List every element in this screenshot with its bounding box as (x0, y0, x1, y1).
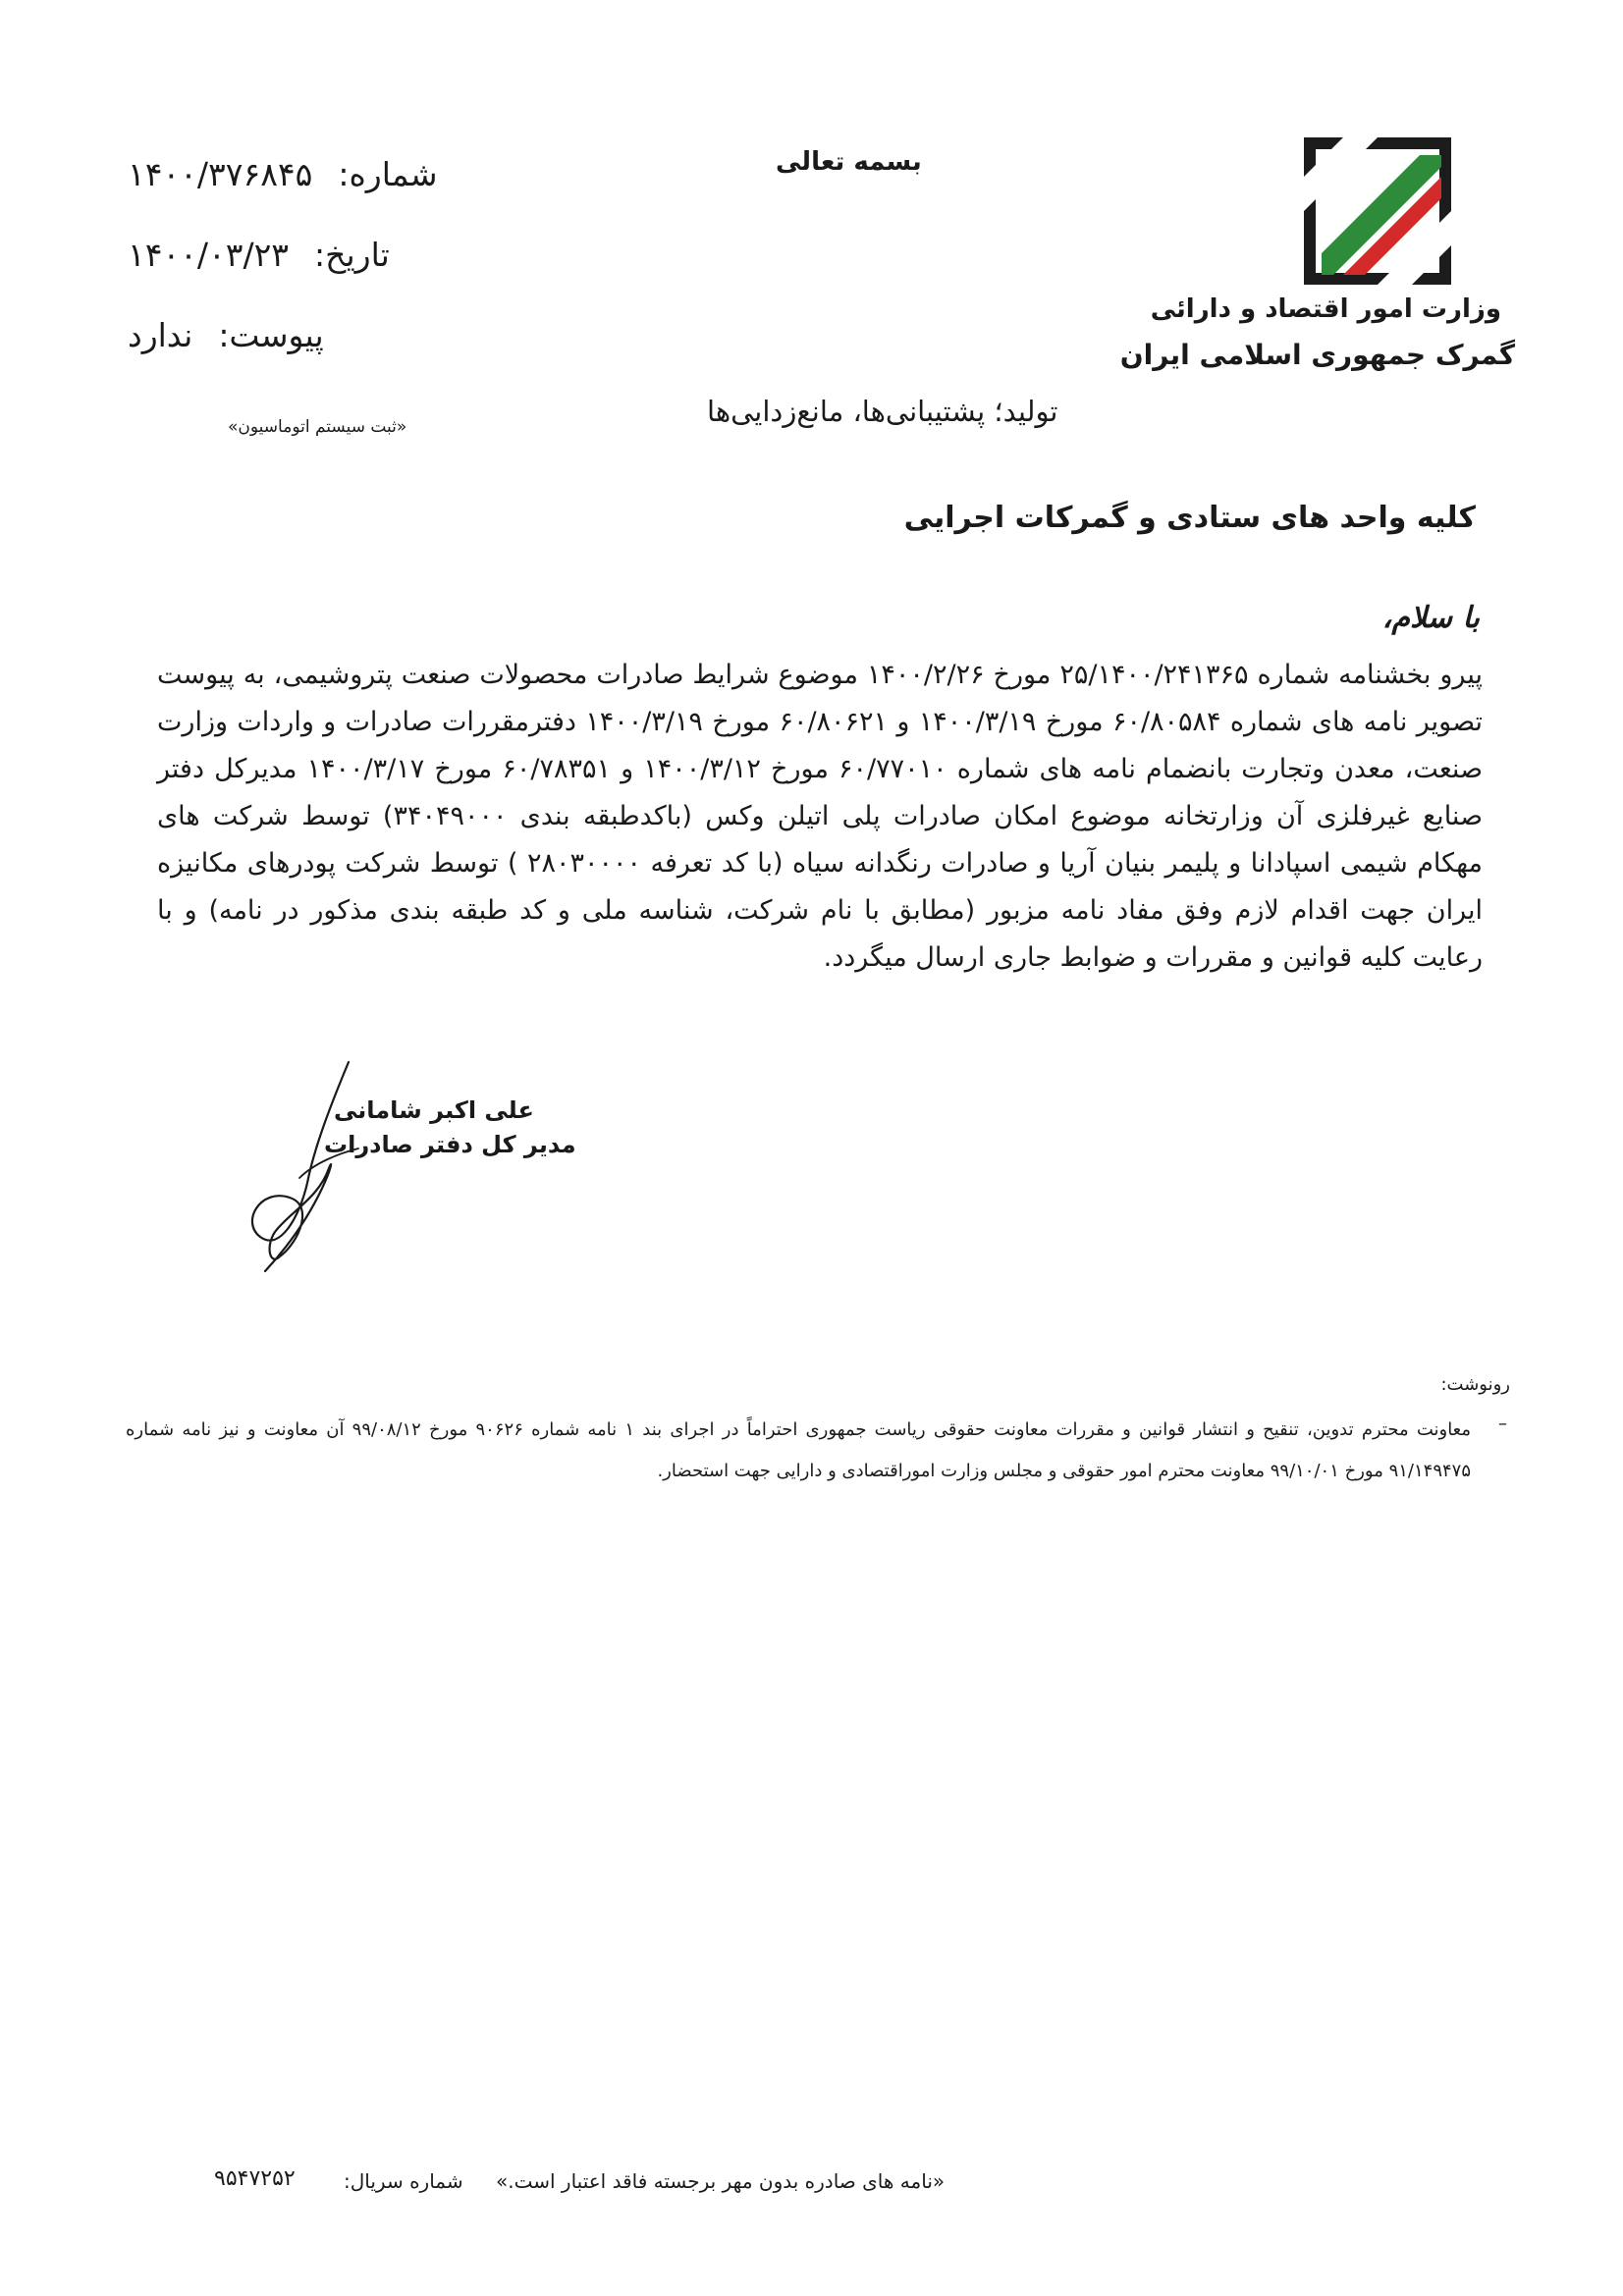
serial-number-value: ۹۵۴۷۲۵۲ (214, 2166, 296, 2191)
letter-number-value: ۱۴۰۰/۳۷۶۸۴۵ (128, 155, 313, 193)
customs-logo-icon (1304, 137, 1451, 285)
automation-note: «ثبت سیستم اتوماسیون» (228, 417, 407, 437)
handwritten-signature (221, 1050, 476, 1286)
salutation: با سلام، (1381, 601, 1480, 635)
letter-number-label: شماره: (338, 155, 438, 193)
letter-date-value: ۱۴۰۰/۰۳/۲۳ (128, 236, 290, 274)
cc-bullet: – (1498, 1414, 1507, 1434)
cc-label: رونوشت: (1440, 1374, 1510, 1395)
addressee: کلیه واحد های ستادی و گمرکات اجرایی (903, 501, 1476, 535)
organization-name: گمرک جمهوری اسلامی ایران (1119, 339, 1515, 371)
cc-text: معاونت محترم تدوین، تنقیح و انتشار قوانین و مقررات معاونت حقوقی ریاست جمهوری احتراماً در اجرای بند ۱ نامه شماره ۹۰۶۲۶ مورخ ۹۹/۰۸/۱۲ آن معاونت و نیز نامه شماره ۹۱/۱۴۹۴۷۵ مورخ ۹۹/۱۰/۰۱ معاونت محترم امور حقوقی و مجلس وزارت اموراقتصادی و دارایی جهت استحضار. (126, 1419, 1472, 1481)
ministry-name: وزارت امور اقتصاد و دارائی (1150, 294, 1501, 324)
signer-title: مدیر کل دفتر صادرات (324, 1131, 576, 1158)
letter-subject: تولید؛ پشتیبانی‌ها، مانع‌زدایی‌ها (707, 395, 1058, 428)
attachment-row (128, 316, 324, 354)
letter-date-label: تاریخ: (314, 236, 390, 274)
letter-date-row (128, 236, 390, 274)
invocation: بسمه تعالی (776, 147, 922, 177)
attachment-label: پیوست: (218, 316, 324, 354)
letter-body: پیرو بخشنامه شماره ۲۵/۱۴۰۰/۲۴۱۳۶۵ مورخ ۱۴۰۰/۲/۲۶ موضوع شرایط صادرات محصولات صنعت پتروشیمی، به پیوست تصویر نامه های شماره ۶۰/۸۰۵۸۴ مورخ ۱۴۰۰/۳/۱۹ و ۶۰/۸۰۶۲۱ مورخ ۱۴۰۰/۳/۱۹ دفترمقررات صادرات و واردات وزارت صنعت، معدن وتجارت بانضمام نامه های شماره ۶۰/۷۷۰۱۰ مورخ ۱۴۰۰/۳/۱۲ و ۶۰/۷۸۳۵۱ مورخ ۱۴۰۰/۳/۱۷ مدیرکل دفتر صنایع غیرفلزی آن وزارتخانه موضوع امکان صادرات پلی اتیلن وکس (باکدطبقه بندی ۳۴۰۴۹۰۰۰) توسط شرکت های مهکام شیمی اسپادانا و پلیمر بنیان آریا و صادرات رنگدانه سیاه (با کد تعرفه ۲۸۰۳۰۰۰۰ ) توسط شرکت پودرهای مکانیزه ایران جهت اقدام لازم وفق مفاد نامه مزبور (مطابق با نام شرکت، شناسه ملی و کد طبقه بندی مذکور در نامه) و با رعایت کلیه قوانین و مقررات و ضوابط جاری ارسال میگردد. (157, 660, 1484, 973)
letter-number-row (128, 155, 438, 193)
attachment-value: ندارد (128, 316, 193, 354)
signer-name: علی اکبر شامانی (334, 1096, 534, 1124)
serial-number-label: شماره سریال: (344, 2169, 463, 2193)
footer-validity-note: «نامه های صادره بدون مهر برجسته فاقد اعتبار است.» (496, 2169, 946, 2193)
